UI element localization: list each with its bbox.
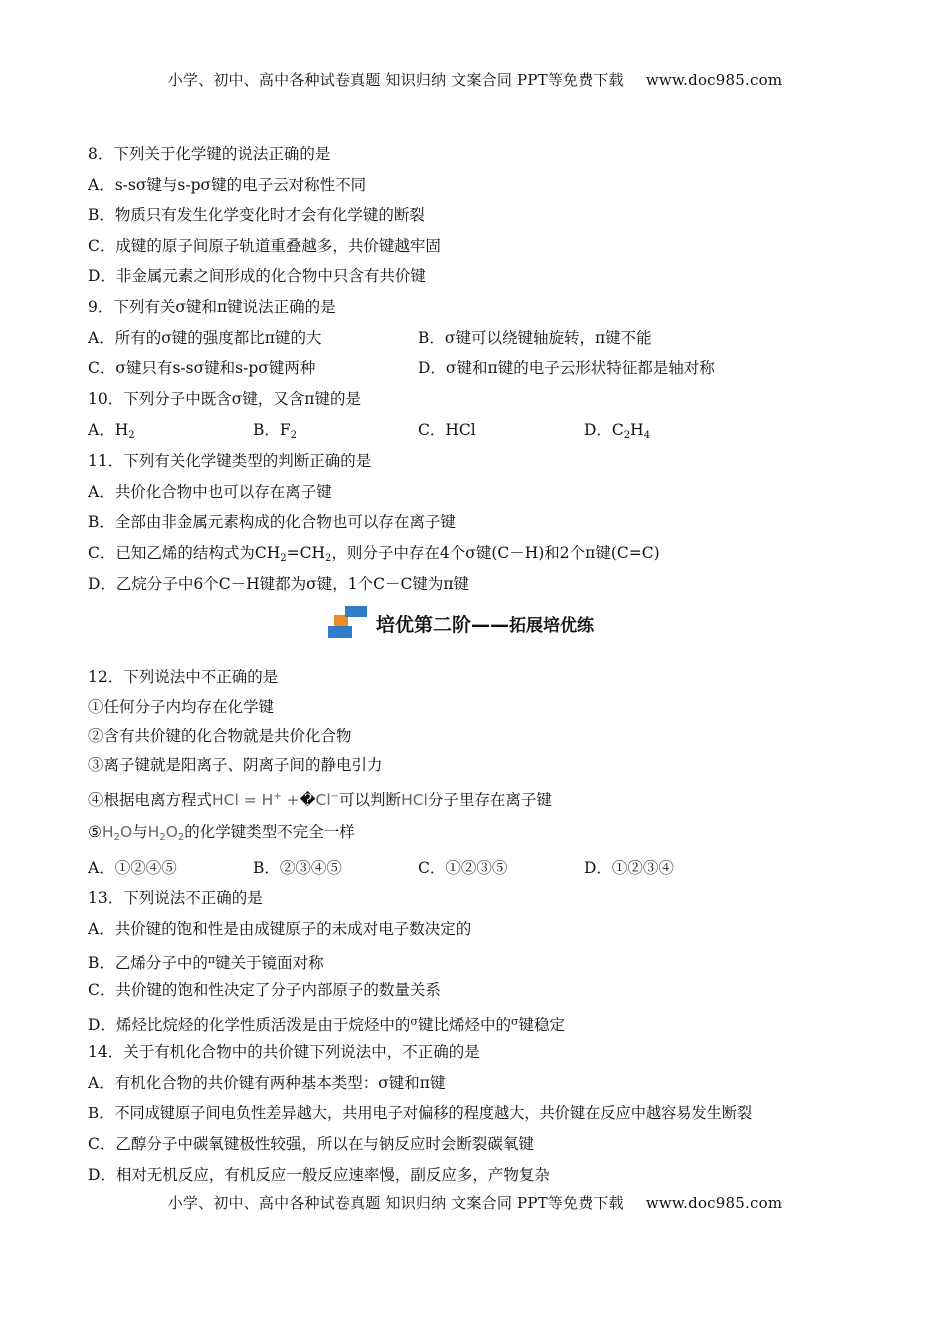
q12-option-c: C．①②③⑤ xyxy=(418,859,508,877)
q11-option-d: D．乙烷分子中6个C－H键都为σ键，1个C－C键为π键 xyxy=(88,575,470,593)
q13-d-post: 键稳定 xyxy=(518,1016,565,1034)
footer-text: 小学、初中、高中各种试卷真题 知识归纳 文案合同 PPT等免费下载 xyxy=(167,1194,624,1212)
q10-d-sub1: 2 xyxy=(623,430,631,441)
q12-s4-pre: ④根据电离方程式 xyxy=(88,791,213,809)
q10-a-text: A．H xyxy=(88,421,129,439)
q10-a-sub: 2 xyxy=(128,430,135,441)
q12-option-d: D．①②③④ xyxy=(584,859,674,877)
q12-s4-post1: 可以判断 xyxy=(339,791,402,809)
section-logo-icon xyxy=(328,606,368,640)
section-title-main: 培优第二阶 xyxy=(376,613,472,636)
q12-statement-2: ②含有共价键的化合物就是共价化合物 xyxy=(88,727,352,745)
q8-option-d: D．非金属元素之间形成的化合物中只含有共价键 xyxy=(88,267,426,285)
page-header xyxy=(0,69,950,90)
q12-statement-1: ①任何分子内均存在化学键 xyxy=(88,698,275,716)
q12-s4-glyph: � xyxy=(299,791,316,809)
q12-option-a: A．①②④⑤ xyxy=(88,859,177,877)
q11-c-pre: C．已知乙烯的结构式为CH xyxy=(88,544,281,562)
q11-option-c xyxy=(88,543,660,569)
q13-b-post: 键关于镜面对称 xyxy=(215,954,324,972)
q12-s5-f1: H xyxy=(101,823,114,841)
section-title-dash: —— xyxy=(471,613,510,636)
q11-option-b: B．全部由非金属元素构成的化合物也可以存在离子键 xyxy=(88,513,456,531)
q11-c-mid: =CH xyxy=(286,544,325,562)
q8-option-b: B．物质只有发生化学变化时才会有化学键的断裂 xyxy=(88,206,425,224)
logo-blue-block-bottom xyxy=(328,626,352,638)
q12-s5-f1sub: 2 xyxy=(113,832,120,843)
q13-d-pre: D．烯烃比烷烃的化学性质活泼是由于烷烃中的 xyxy=(88,1016,411,1034)
q13-d-sym1: σ xyxy=(410,1015,418,1028)
q12-option-b: B．②③④⑤ xyxy=(253,859,342,877)
q10-d-mid: H xyxy=(630,421,644,439)
q14-option-d: D．相对无机反应，有机反应一般反应速率慢，副反应多，产物复杂 xyxy=(88,1166,550,1184)
q12-stem: 12．下列说法中不正确的是 xyxy=(88,668,279,686)
q11-c-sub2: 2 xyxy=(325,553,332,564)
q13-option-a: A．共价键的饱和性是由成键原子的未成对电子数决定的 xyxy=(88,920,472,938)
q12-s5-pre: ⑤ xyxy=(88,823,102,841)
q11-stem: 11．下列有关化学键类型的判断正确的是 xyxy=(88,452,372,470)
q12-s5-f2sub2: 2 xyxy=(177,832,185,843)
header-site: www.doc985.com xyxy=(645,71,783,89)
q13-d-sym2: σ xyxy=(510,1015,519,1028)
q10-b-text: B．F xyxy=(253,421,291,439)
q12-s4-hcl: HCl xyxy=(401,791,428,809)
page-footer xyxy=(0,1192,950,1213)
q14-stem: 14．关于有机化合物中的共价键下列说法中，不正确的是 xyxy=(88,1043,480,1061)
q12-s5-f2sub: 2 xyxy=(159,832,166,843)
q12-s5-f2b: O xyxy=(165,823,178,841)
q12-s4-post2: 分子里存在离子键 xyxy=(427,791,552,809)
q9-stem: 9．下列有关σ键和π键说法正确的是 xyxy=(88,298,336,316)
q13-b-pre: B．乙烯分子中的 xyxy=(88,954,208,972)
q12-s4-formula: HCl = H xyxy=(212,791,274,809)
section-title xyxy=(376,610,594,637)
section-subtitle: 拓展培优练 xyxy=(509,615,595,636)
q13-d-mid: 键比烯烃中的 xyxy=(417,1016,511,1034)
q14-option-b: B．不同成键原子间电负性差异越大，共用电子对偏移的程度越大，共价键在反应中越容易发生断裂 xyxy=(88,1104,753,1122)
logo-blue-block-top xyxy=(345,606,367,617)
q12-s5-and: 与 xyxy=(132,823,148,841)
q14-option-c: C．乙醇分子中碳氧键极性较强，所以在与钠反应时会断裂碳氧键 xyxy=(88,1135,534,1153)
q12-statement-4 xyxy=(88,787,552,810)
q12-s4-minus: − xyxy=(330,791,340,802)
q8-stem: 8．下列关于化学键的说法正确的是 xyxy=(88,145,331,163)
q8-option-c: C．成键的原子间原子轨道重叠越多，共价键越牢固 xyxy=(88,237,441,255)
q9-option-b: B．σ键可以绕键轴旋转，π键不能 xyxy=(418,329,652,347)
q10-option-d xyxy=(584,420,650,446)
q13-option-c: C．共价键的饱和性决定了分子内部原子的数量关系 xyxy=(88,981,441,999)
q12-s5-f1b: O xyxy=(119,823,133,841)
q14-option-a: A．有机化合物的共价键有两种基本类型：σ键和π键 xyxy=(88,1074,446,1092)
q10-b-sub: 2 xyxy=(290,430,298,441)
q11-option-a: A．共价化合物中也可以存在离子键 xyxy=(88,483,332,501)
q10-d-sub2: 4 xyxy=(643,430,651,441)
q10-option-b xyxy=(253,420,297,446)
q13-option-b xyxy=(88,950,324,973)
q12-s5-post: 的化学键类型不完全一样 xyxy=(184,823,355,841)
q12-s4-plus: + xyxy=(273,791,282,802)
q13-stem: 13．下列说法不正确的是 xyxy=(88,889,263,907)
q13-b-sym: π xyxy=(207,953,216,966)
q12-s4-cl: Cl xyxy=(315,791,331,809)
header-text: 小学、初中、高中各种试卷真题 知识归纳 文案合同 PPT等免费下载 xyxy=(167,71,624,89)
q10-option-c: C．HCl xyxy=(418,421,476,439)
q12-s4-mid: + xyxy=(281,791,300,809)
q10-option-a xyxy=(88,420,135,446)
q8-option-a: A．s-sσ键与s-pσ键的电子云对称性不同 xyxy=(88,176,367,194)
q11-c-sub1: 2 xyxy=(280,553,287,564)
q13-option-d xyxy=(88,1012,565,1035)
q12-statement-5 xyxy=(88,822,355,848)
q12-s5-f2: H xyxy=(147,823,160,841)
q10-stem: 10．下列分子中既含σ键，又含π键的是 xyxy=(88,390,361,408)
q12-statement-3: ③离子键就是阳离子、阴离子间的静电引力 xyxy=(88,756,383,774)
q9-option-c: C．σ键只有s-sσ键和s-pσ键两种 xyxy=(88,359,316,377)
q11-c-post: ，则分子中存在4个σ键(C－H)和2个π键(C=C) xyxy=(331,544,660,562)
section-heading xyxy=(328,606,594,640)
q10-d-text: D．C xyxy=(584,421,624,439)
footer-site: www.doc985.com xyxy=(645,1194,783,1212)
q9-option-a: A．所有的σ键的强度都比π键的大 xyxy=(88,329,322,347)
q9-option-d: D．σ键和π键的电子云形状特征都是轴对称 xyxy=(418,359,715,377)
